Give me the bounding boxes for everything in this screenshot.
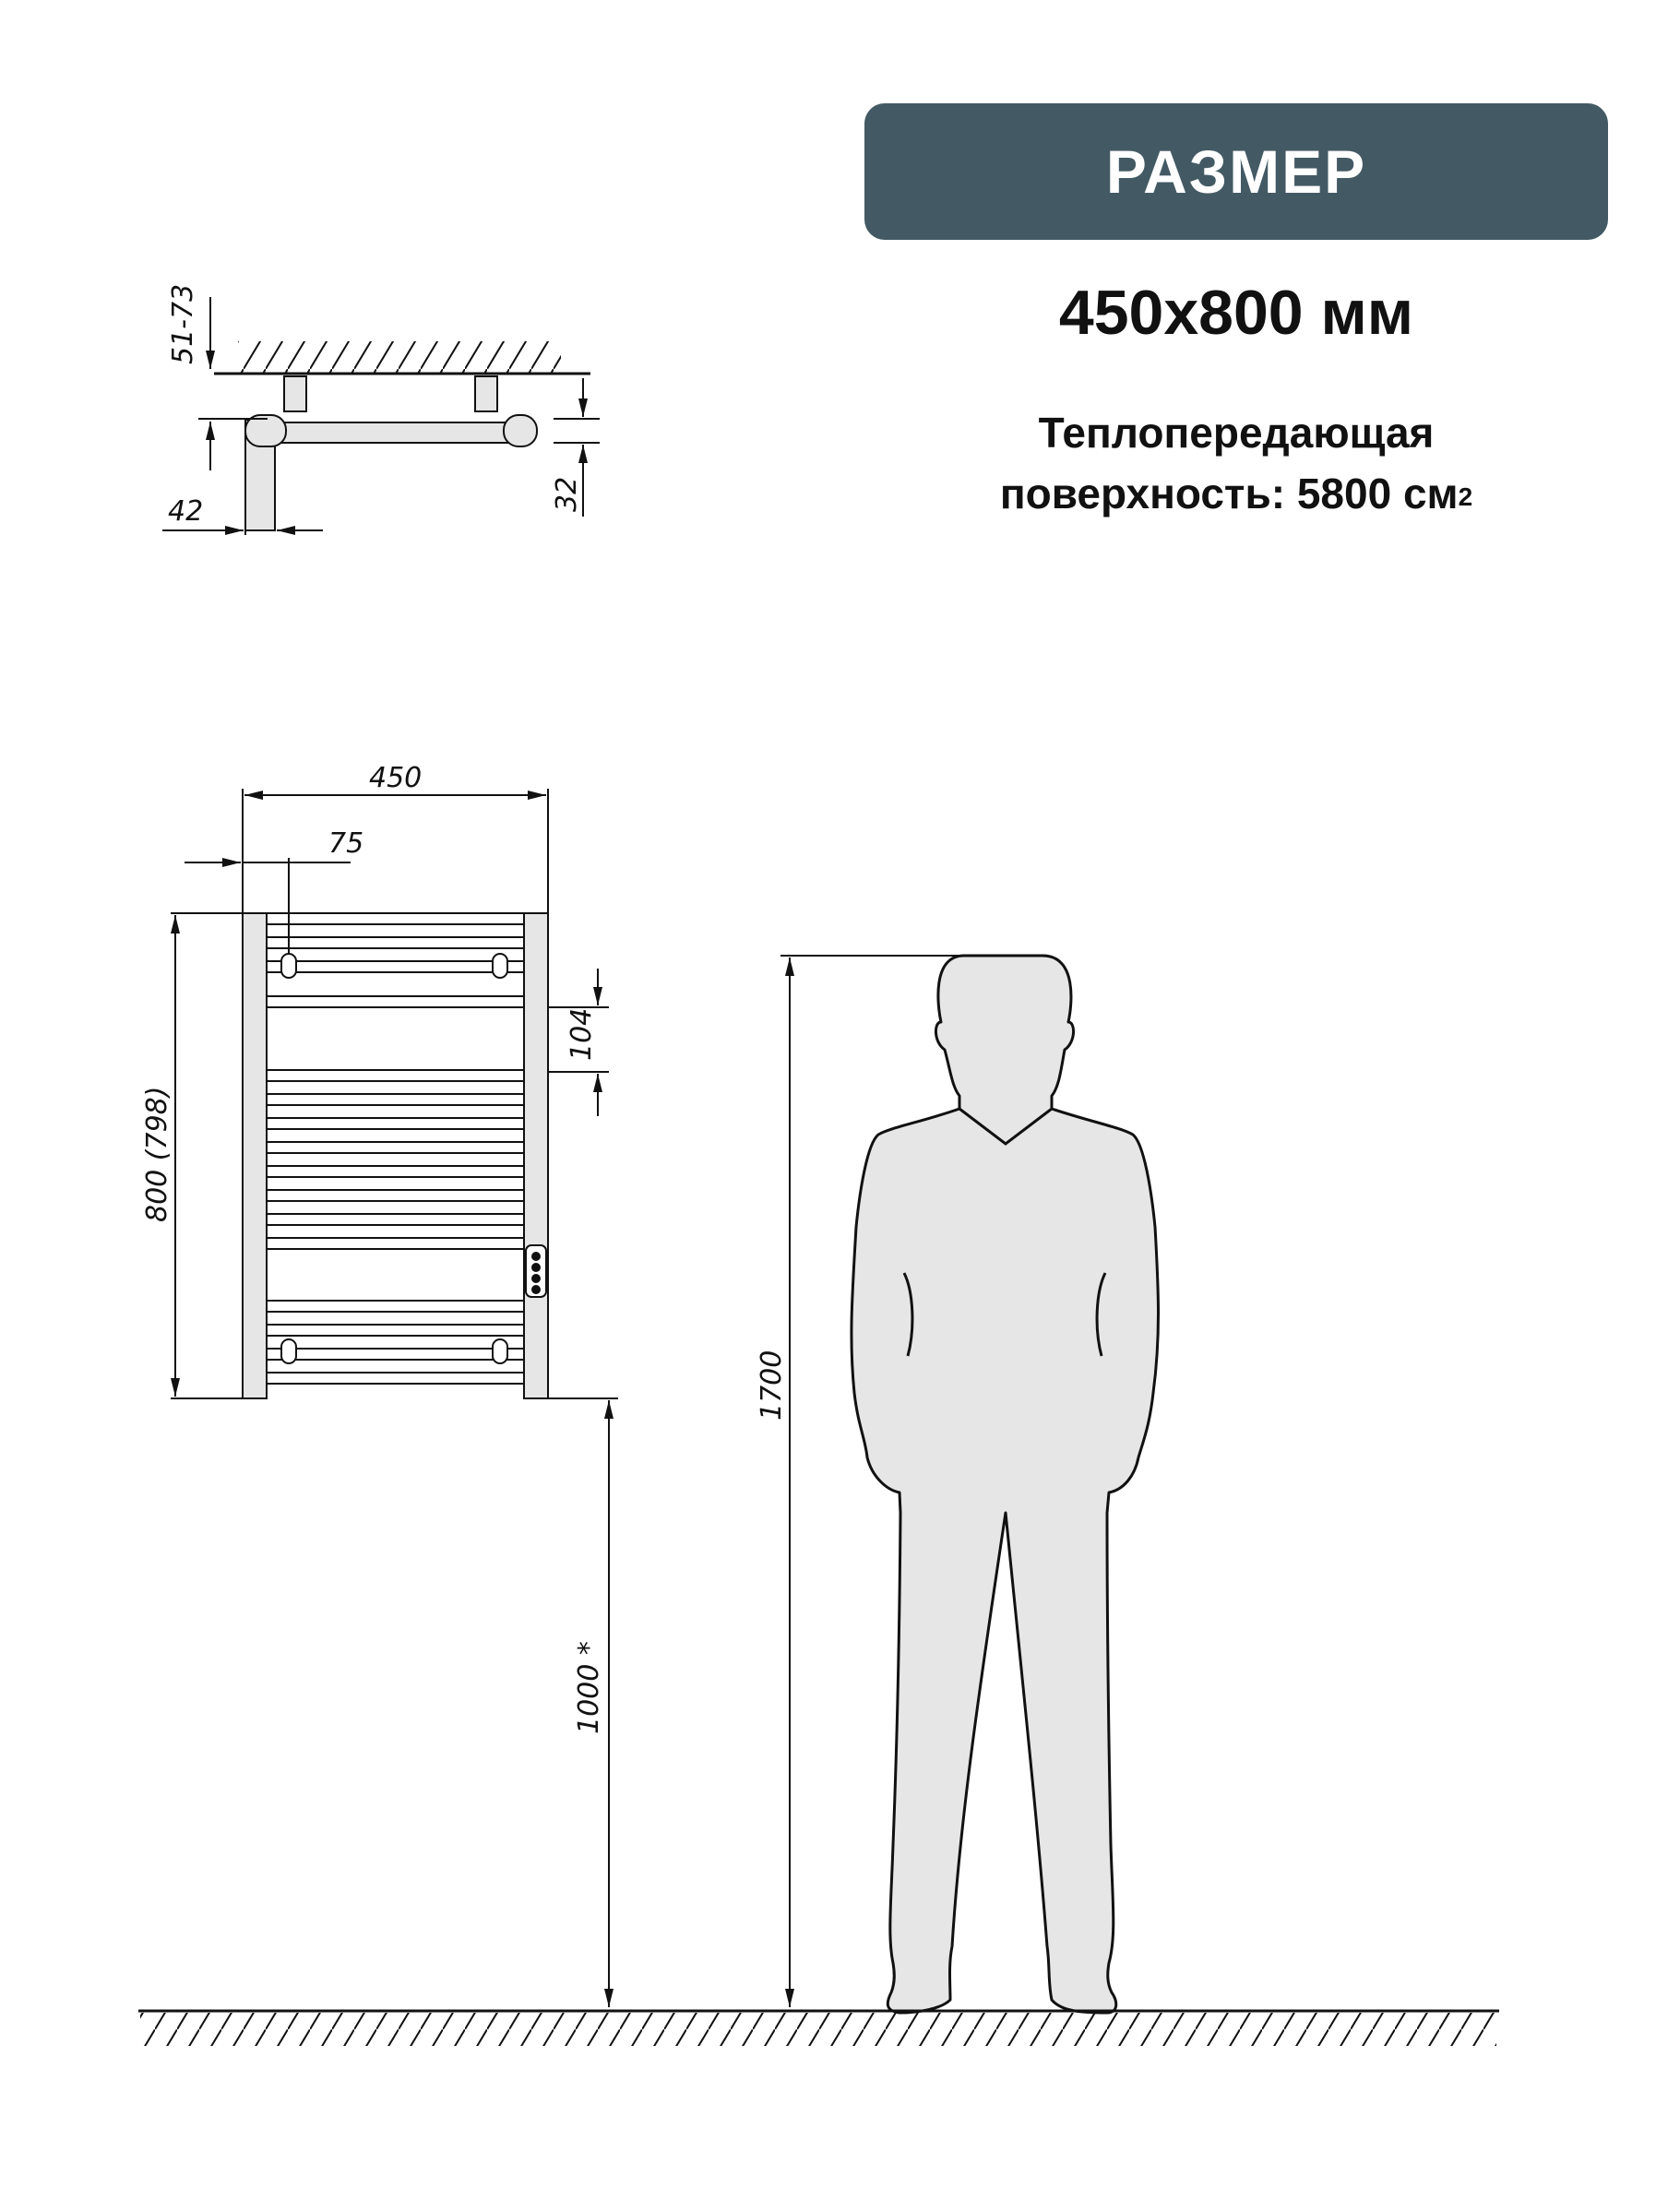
dim-rail-gap: 104 <box>566 1007 598 1061</box>
right-tube-cap <box>504 415 537 446</box>
radiator-front <box>171 789 964 2007</box>
dim-tube-diameter: 42 <box>168 495 204 528</box>
wall-bracket-right <box>475 376 497 411</box>
rails <box>267 913 524 1384</box>
mount-top-right <box>493 954 507 978</box>
left-tube-cap <box>245 415 286 446</box>
floor <box>138 2011 1499 2046</box>
wall-hatch <box>238 341 561 373</box>
dim-pipe-offset: 75 <box>328 827 364 860</box>
left-side-tube <box>243 913 267 1398</box>
dim-floor-to-bottom: 1000 * <box>573 1641 605 1734</box>
person-silhouette <box>852 956 1159 2013</box>
surface-unit-exponent: 2 <box>1458 482 1473 511</box>
mount-bottom-left <box>281 1339 296 1363</box>
top-view <box>162 297 600 535</box>
dim-width: 450 <box>369 762 423 794</box>
wall-bracket-left <box>284 376 306 411</box>
badge-label: РАЗМЕР <box>1105 137 1367 206</box>
floor-hatch <box>140 2013 1496 2046</box>
surface-value: поверхность: 5800 см <box>999 470 1459 517</box>
dim-wall-gap: 51-73 <box>167 283 199 364</box>
mount-bottom-right <box>493 1339 507 1363</box>
surface-line-1: Теплопередающая <box>1038 409 1435 457</box>
top-rail <box>268 422 528 443</box>
dim-person-height: 1700 <box>756 1350 788 1421</box>
mount-top-left <box>281 954 296 978</box>
dim-height: 800 (798) <box>141 1086 173 1222</box>
dimensions-title: 450x800 мм <box>1058 278 1414 348</box>
dim-rail-diameter: 32 <box>551 476 583 512</box>
right-side-tube <box>524 913 548 1398</box>
